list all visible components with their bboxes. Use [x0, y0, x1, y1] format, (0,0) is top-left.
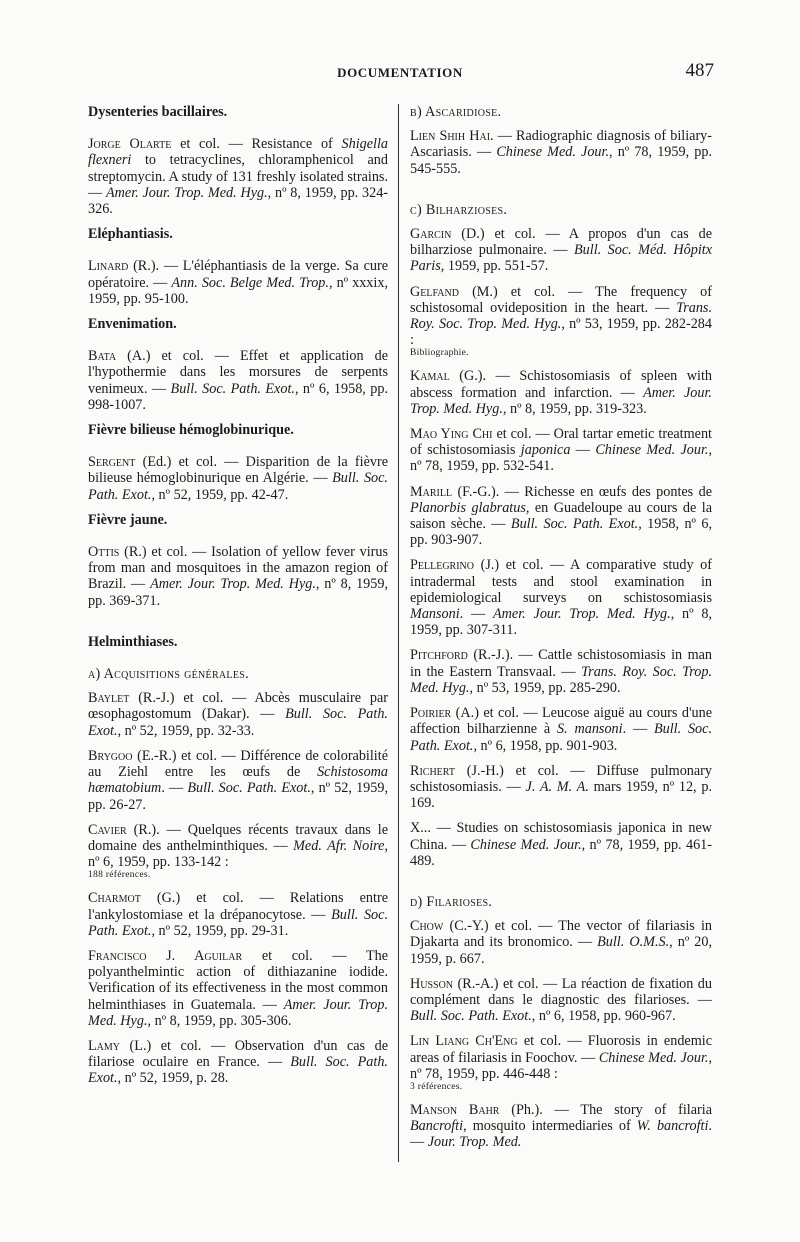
bibliography-entry [410, 1033, 712, 1093]
entry-italic-text: Amer. Jour. Trop. Med. Hyg. [106, 184, 268, 201]
entry-text: (A.) et col. — Leucose aiguë au cours d'une affection bilharzienne à [410, 705, 712, 738]
entry-text: . — [410, 1118, 712, 1151]
subsection-heading: a) Acquisitions générales. [88, 666, 249, 683]
entry-italic-text: Bull. Soc. Path. Exot. [410, 1008, 532, 1025]
bibliography-entry [410, 557, 712, 638]
entry-italic-text: Med. Afr. Noire [293, 837, 385, 854]
bibliography-entry [410, 226, 712, 275]
bibliography-entry [410, 368, 712, 417]
entry-text: , nº 8, 1959, pp. 369-371. [88, 576, 388, 609]
entry-author: Ottis [88, 544, 120, 561]
entry-text: (J.-H.) et col. — Diffuse pulmonary schistosomiasis. — [410, 762, 712, 795]
entry-italic-text: japonica [520, 442, 571, 459]
entry-author: Marill [410, 483, 453, 500]
entry-author: Husson [410, 975, 454, 992]
entry-italic-text: Chinese Med. Jour. [598, 1049, 709, 1066]
bibliography-entry [88, 348, 388, 413]
entry-text: , nº xxxix, 1959, pp. 95-100. [88, 274, 388, 307]
bibliography-entry [88, 822, 388, 882]
entry-text: (M.) et col. — The frequency of schistosomal ovideposition in the heart. — [410, 283, 712, 316]
entry-text: , nº 78, 1959, pp. 545-555. [410, 144, 712, 177]
section-heading: Envenimation. [88, 316, 177, 333]
bibliography-entry [88, 258, 388, 307]
entry-author: Gelfand [410, 283, 459, 300]
entry-text: (R.-A.) et col. — La réaction de fixation du complément dans le diagnostic des filarioses. — [410, 975, 712, 1008]
entry-text: , nº 6, 1958, pp. 998-1007. [88, 380, 388, 413]
entry-italic-text: Amer. Jour. Trop. Med. Hyg. [410, 384, 712, 417]
entry-text: et col. — Oral tartar emetic treatment of schistosomiasis [410, 426, 712, 459]
subsection-heading: b) Ascaridiose. [410, 104, 502, 120]
entry-author: Garcin [410, 226, 452, 243]
entry-text: (R.) et col. — Isolation of yellow fever virus from man and mosquitoes in the amazon region of Brazil. — [88, 544, 388, 593]
entry-text: (R.). — L'éléphantiasis de la verge. Sa cure opératoire. — [88, 258, 388, 291]
entry-text: , nº 6, 1958, pp. 901-903. [473, 737, 618, 754]
entry-author: Poirier [410, 705, 452, 722]
bibliography-entry [410, 763, 712, 812]
entry-text: to tetracyclines, chloramphenicol and streptomycin. A study of 131 freshly isolated strains. — [88, 152, 388, 201]
entry-text: , nº 8, 1959, pp. 305-306. [147, 1012, 292, 1029]
entry-text: (G.) et col. — Relations entre l'ankylostomiase et la drépanocytose. — [88, 890, 388, 923]
section-heading: Helminthiases. [88, 633, 178, 650]
entry-author: Pitchford [410, 647, 468, 664]
entry-text: et col. — The polyanthelmintic action of dithiazanine iodide. Verification of its effectiveness in the most common helminthiases in Guatemala. — [88, 947, 388, 1013]
entry-text: , nº 78, 1959, pp. 532-541. [410, 442, 712, 475]
entry-italic-text: Mansoni [410, 606, 460, 623]
entry-text: , 1958, nº 6, pp. 903-907. [410, 516, 712, 549]
entry-italic-text: Chinese Med. Jour. [470, 836, 582, 853]
entry-text: , nº 8, 1959, pp. 319-323. [502, 400, 647, 417]
entry-text: , nº 20, 1959, p. 667. [410, 934, 712, 967]
section-heading: Fièvre jaune. [88, 511, 168, 528]
entry-text: , nº 52, 1959, p. 28. [117, 1070, 229, 1087]
bibliography-entry [410, 705, 712, 754]
entry-italic-text: Trans. Roy. Soc. Trop. Med. Hyg. [410, 663, 712, 696]
entry-text: , nº 6, 1959, pp. 133-142 : [88, 837, 388, 871]
bibliography-entry [88, 454, 388, 503]
entry-text: , nº 53, 1959, pp. 285-290. [469, 679, 621, 696]
entry-italic-text: Shigella flexneri [88, 136, 389, 169]
bibliography-entry [410, 1102, 712, 1151]
entry-italic-text: J. A. M. A. [525, 778, 589, 795]
entry-italic-text: W. bancrofti [636, 1118, 709, 1135]
bibliography-entry [88, 690, 388, 739]
entry-text: , nº 8, 1959, pp. 324-326. [88, 184, 389, 218]
entry-text: (R.-J.) et col. — Abcès musculaire par œsophagostomum (Dakar). — [88, 690, 388, 723]
entry-italic-text: Trans. Roy. Soc. Trop. Med. Hyg. [410, 299, 712, 333]
entry-italic-text: Amer. Jour. Trop. Med. Hyg. [150, 576, 316, 593]
section-heading: Dysenteries bacillaires. [88, 104, 228, 120]
entry-text: . — Radiographic diagnosis of biliary-Ascariasis. — [410, 128, 713, 161]
entry-italic-text: S. mansoni [557, 721, 623, 738]
bibliography-entry [88, 136, 388, 217]
entry-author: Linard [88, 258, 129, 275]
entry-italic-text: Bull. Soc. Path. Exot. [510, 516, 639, 533]
entry-italic-text: Planorbis glabratus [410, 499, 526, 516]
entry-text: (Ed.) et col. — Disparition de la fièvre bilieuse hémoglobinurique en Algérie. — [88, 454, 388, 487]
entry-author: Bata [88, 348, 117, 365]
right-column [410, 104, 712, 1160]
entry-author: Lien Shih Hai [410, 128, 491, 145]
entry-text: — [570, 442, 596, 459]
entry-text: , nº 52, 1959, pp. 29-31. [151, 922, 289, 939]
entry-text: (R.). — Quelques récents travaux dans le domaine des anthelminthiques. — [88, 821, 388, 854]
entry-italic-text: Bull. Soc. Path. Exot. [187, 780, 311, 797]
entry-author: Jorge Olarte [88, 136, 172, 153]
entry-text: (E.-R.) et col. — Différence de colorabilité au Ziehl entre les œufs de [88, 747, 388, 781]
page-number: 487 [685, 60, 714, 81]
bibliography-entry [410, 820, 712, 869]
entry-text: , mosquito intermediaries of [463, 1118, 637, 1135]
entry-text: mars 1959, nº 12, p. 169. [410, 778, 712, 812]
entry-italic-text: Bull. Soc. Méd. Hôpitx Paris [410, 242, 712, 275]
entry-author: Chow [410, 918, 444, 935]
entry-author: X... [410, 820, 431, 837]
bibliography-entry [410, 128, 712, 177]
entry-text: et col. — Resistance of [171, 136, 342, 153]
entry-italic-text: Amer. Jour. Trop. Med. Hyg. [493, 606, 671, 623]
entry-author: Baylet [88, 690, 130, 707]
entry-italic-text: Bull. O.M.S. [597, 934, 670, 951]
bibliography-entry [88, 748, 388, 813]
entry-italic-text: Jour. Trop. Med. [427, 1134, 522, 1151]
entry-text: , nº 78, 1959, pp. 446-448 : [410, 1049, 712, 1082]
entry-italic-text: Bull. Soc. Path. Exot. [88, 470, 388, 503]
entry-text: (C.-Y.) et col. — The vector of filariasis in Djakarta and its bronomico. — [410, 918, 712, 951]
entry-italic-text: Chinese Med. Jour. [595, 442, 709, 459]
bibliography-entry [410, 647, 712, 696]
subsection-heading: d) Filarioses. [410, 893, 493, 910]
entry-text: . — [459, 606, 494, 623]
entry-text: , en Guadeloupe au cours de la saison sèche. — [410, 499, 712, 533]
bibliography-entry [410, 426, 712, 475]
entry-text: , nº 8, 1959, pp. 307-311. [410, 606, 712, 639]
entry-text: . — [161, 780, 188, 797]
entry-author: Lamy [88, 1037, 121, 1054]
entry-text: (J.) et col. — A comparative study of intradermal tests and stool examination in epidemiological surveys on schistosomiasis [410, 557, 712, 606]
entry-text: — Studies on schistosomiasis japonica in new China. — [410, 820, 712, 853]
running-title: DOCUMENTATION [337, 65, 463, 80]
entry-text: , nº 78, 1959, pp. 461-489. [410, 836, 712, 869]
entry-italic-text: Bull. Soc. Path. Exot. [410, 721, 712, 754]
entry-text: , nº 53, 1959, pp. 282-284 : [410, 316, 712, 349]
bibliography-entry [410, 918, 712, 967]
entry-author: Pellegrino [410, 557, 474, 574]
entry-text: , nº 6, 1958, pp. 960-967. [531, 1008, 676, 1025]
entry-italic-text: Chinese Med. Jour. [496, 144, 610, 161]
entry-italic-text: Amer. Jour. Trop. Med. Hyg. [88, 996, 388, 1029]
bibliography-entry [410, 484, 712, 549]
left-column [88, 104, 388, 1096]
entry-text: (Ph.). — The story of filaria [499, 1101, 713, 1118]
entry-text: , nº 52, 1959, pp. 32-33. [117, 722, 255, 739]
entry-author: Lin Liang Ch'Eng [410, 1033, 518, 1050]
section-heading: Eléphantiasis. [88, 226, 173, 243]
entry-text: (A.) et col. — Effet et application de l'hypothermie dans les morsures de serpents venimeux. — [88, 348, 388, 397]
bibliography-entry [88, 890, 388, 939]
bibliography-entry [88, 948, 388, 1029]
entry-italic-text: Bull. Soc. Path. Exot. [88, 706, 388, 739]
bibliography-entry [410, 284, 712, 360]
entry-author: Mao Ying Chi [410, 426, 493, 443]
entry-note: 3 références. [410, 1081, 463, 1092]
entry-text: , 1959, pp. 551-57. [440, 258, 549, 275]
entry-author: Kamal [410, 368, 450, 385]
entry-author: Manson Bahr [410, 1101, 500, 1118]
subsection-heading: c) Bilharzioses. [410, 201, 508, 218]
entry-italic-text: Bull. Soc. Path. Exot. [170, 380, 295, 397]
entry-italic-text: Schistosoma hæmatobium [88, 764, 388, 797]
entry-italic-text: Bancrofti [410, 1118, 464, 1135]
bibliography-entry [88, 544, 388, 609]
entry-author: Charmot [88, 890, 141, 907]
entry-text: (D.) et col. — A propos d'un cas de bilharziose pulmonaire. — [410, 226, 712, 259]
entry-text: . — [622, 721, 654, 738]
entry-note: 188 références. [88, 870, 151, 881]
column-divider [398, 104, 399, 1162]
entry-author: Francisco J. Aguilar [88, 947, 243, 964]
entry-text: et col. — Fluorosis in endemic areas of filariasis in Foochov. — [410, 1033, 712, 1066]
entry-text: (F.-G.). — Richesse en œufs des pontes de [452, 483, 712, 500]
entry-italic-text: Bull. Soc. Path. Exot. [88, 906, 388, 939]
entry-text: (G.). — Schistosomiasis of spleen with abscess formation and infarction. — [410, 368, 712, 401]
entry-italic-text: Ann. Soc. Belge Med. Trop. [171, 274, 329, 291]
entry-text: (L.) et col. — Observation d'un cas de filariose oculaire en France. — [88, 1037, 388, 1071]
entry-author: Brygoo [88, 747, 133, 764]
entry-text: , nº 52, 1959, pp. 26-27. [88, 780, 388, 813]
entry-italic-text: Bull. Soc. Path. Exot. [88, 1054, 388, 1087]
entry-author: Richert [410, 762, 455, 779]
entry-text: (R.-J.). — Cattle schistosomiasis in man in the Eastern Transvaal. — [410, 647, 712, 680]
entry-author: Cavier [88, 821, 127, 838]
bibliography-entry [88, 1038, 388, 1087]
page-header [0, 62, 800, 86]
entry-text: , nº 52, 1959, pp. 42-47. [151, 486, 289, 503]
section-heading: Fièvre bilieuse hémoglobinurique. [88, 422, 294, 439]
entry-author: Sergent [88, 454, 136, 471]
entry-note: Bibliographie. [410, 348, 469, 359]
bibliography-entry [410, 976, 712, 1025]
